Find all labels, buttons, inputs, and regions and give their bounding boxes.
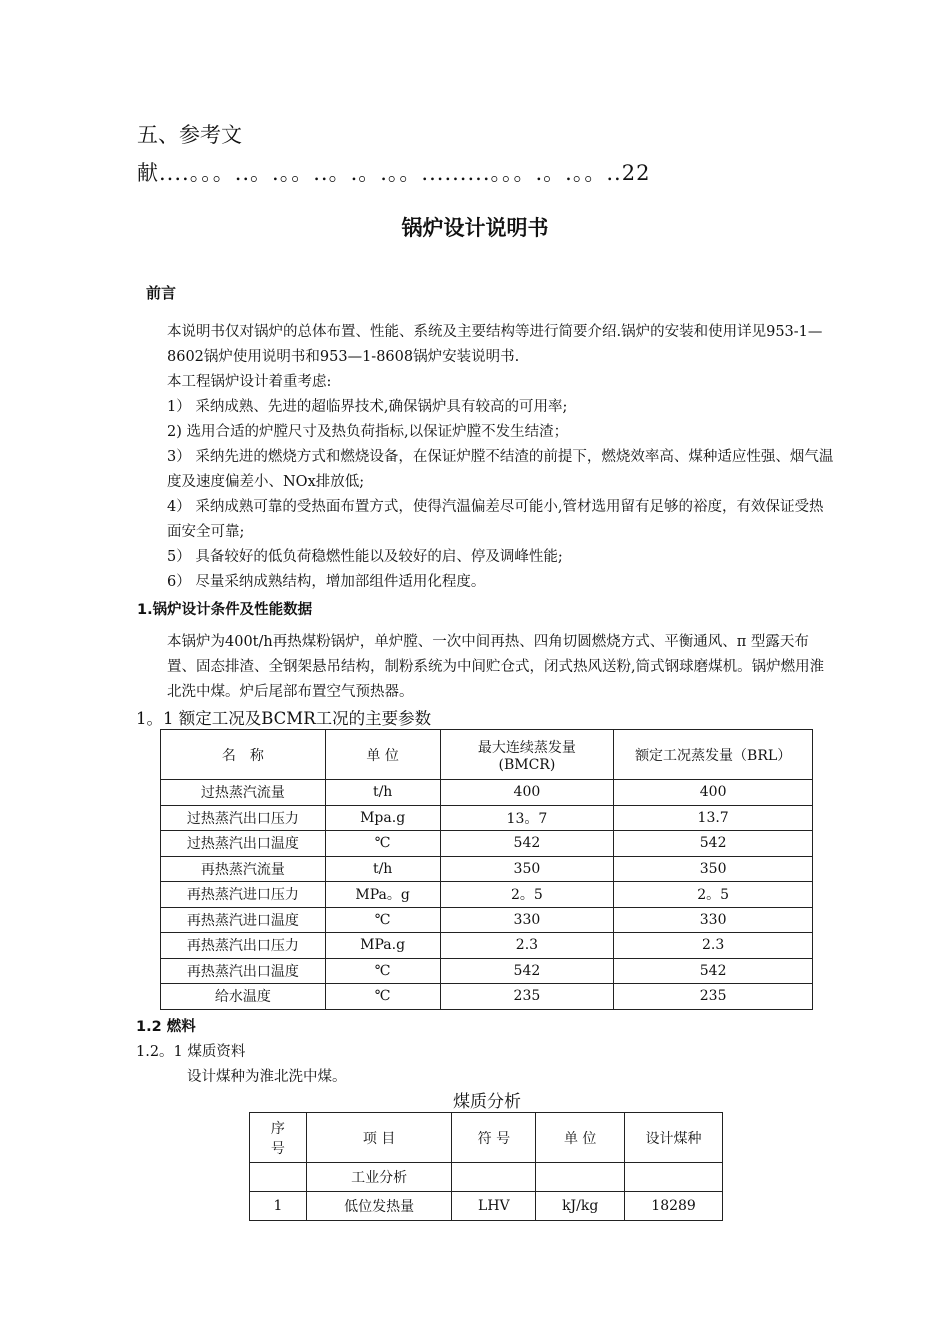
table-cell: 再热蒸汽流量	[161, 856, 326, 882]
table-2-header-cell: 项 目	[306, 1113, 452, 1163]
table-cell: 542	[614, 958, 813, 984]
table-cell: 过热蒸汽流量	[161, 780, 326, 806]
table-2-header-cell: 单 位	[536, 1113, 625, 1163]
table-1-header-cell: 单 位	[325, 730, 440, 780]
table-cell: 350	[440, 856, 614, 882]
preface-heading: 前言	[146, 284, 177, 302]
table-cell: 2.3	[614, 933, 813, 959]
table-2-header-cell: 序 号	[250, 1113, 307, 1163]
table-row	[161, 907, 813, 933]
table-cell	[250, 1163, 307, 1192]
table-cell: kJ/kg	[536, 1192, 625, 1221]
table-cell: 给水温度	[161, 984, 326, 1010]
table-cell: 13.7	[614, 805, 813, 831]
table-cell: Mpa.g	[325, 805, 440, 831]
table-row	[161, 856, 813, 882]
table-cell: 低位发热量	[306, 1192, 452, 1221]
table-cell: 13。7	[440, 805, 614, 831]
main-parameters-table	[160, 729, 813, 1010]
table-2-header-cell: 设计煤种	[625, 1113, 723, 1163]
table-1-caption: 1。1 额定工况及BCMR工况的主要参数	[136, 709, 432, 728]
table-cell: ℃	[325, 831, 440, 857]
table-cell: ℃	[325, 907, 440, 933]
table-cell: 18289	[625, 1192, 723, 1221]
preface-item-4: 4） 采纳成熟可靠的受热面布置方式，使得汽温偏差尽可能小,管材选用留有足够的裕度，有效保证受热面安全可靠;	[167, 499, 824, 540]
table-row	[161, 882, 813, 908]
table-2-caption: 煤质分析	[453, 1092, 521, 1112]
table-row	[250, 1163, 723, 1192]
table-cell: 542	[440, 958, 614, 984]
table-row	[161, 958, 813, 984]
section-1-paragraph: 本锅炉为400t/h再热煤粉锅炉，单炉膛、一次中间再热、四角切圆燃烧方式、平衡通风、π 型露天布置、固态排渣、全钢架悬吊结构，制粉系统为中间贮仓式，闭式热风送粉,筒式钢球磨煤机。锅炉燃用淮北洗中煤。炉后尾部布置空气预热器。	[167, 634, 825, 700]
table-cell: t/h	[325, 780, 440, 806]
table-cell: 235	[440, 984, 614, 1010]
table-cell: MPa.g	[325, 933, 440, 959]
table-cell: 542	[440, 831, 614, 857]
preface-item-2: 2) 选用合适的炉膛尺寸及热负荷指标,以保证炉膛不发生结渣；	[167, 424, 569, 440]
table-cell: MPa。g	[325, 882, 440, 908]
table-cell: 400	[440, 780, 614, 806]
table-row	[250, 1192, 723, 1221]
preface-paragraph-1: 本说明书仅对锅炉的总体布置、性能、系统及主要结构等进行简要介绍.锅炉的安装和使用详见953-1—8602锅炉使用说明书和953—1-8608锅炉安装说明书.	[167, 324, 823, 365]
table-cell	[536, 1163, 625, 1192]
table-cell: 工业分析	[306, 1163, 452, 1192]
table-cell: 330	[440, 907, 614, 933]
table-cell: ℃	[325, 958, 440, 984]
document-title: 锅炉设计说明书	[401, 216, 549, 240]
table-cell: 再热蒸汽出口温度	[161, 958, 326, 984]
table-row	[161, 831, 813, 857]
table-2-header-cell: 符 号	[452, 1113, 536, 1163]
table-cell: 542	[614, 831, 813, 857]
table-1-header-row	[161, 730, 813, 780]
table-row	[161, 780, 813, 806]
table-cell: 1	[250, 1192, 307, 1221]
table-row	[161, 933, 813, 959]
toc-entry-references-line1: 五、参考文	[137, 123, 242, 147]
section-1-2-1-subheading: 1.2。1 煤质资料	[136, 1044, 246, 1060]
table-cell: 再热蒸汽出口压力	[161, 933, 326, 959]
table-cell: 再热蒸汽进口温度	[161, 907, 326, 933]
table-cell: 235	[614, 984, 813, 1010]
table-row	[161, 984, 813, 1010]
table-cell: 400	[614, 780, 813, 806]
table-cell	[452, 1163, 536, 1192]
preface-item-3: 3） 采纳先进的燃烧方式和燃烧设备，在保证炉膛不结渣的前提下，燃烧效率高、煤种适应性强、烟气温度及速度偏差小、NOx排放低;	[167, 449, 834, 490]
section-1-2-heading: 1.2 燃料	[136, 1019, 196, 1035]
table-cell: 350	[614, 856, 813, 882]
table-cell: ℃	[325, 984, 440, 1010]
table-cell	[625, 1163, 723, 1192]
preface-paragraph-2: 本工程锅炉设计着重考虑:	[167, 374, 332, 390]
table-1-header-cell: 额定工况蒸发量（BRL）	[614, 730, 813, 780]
section-1-heading: 1.锅炉设计条件及性能数据	[137, 602, 313, 618]
table-cell: 过热蒸汽出口压力	[161, 805, 326, 831]
preface-item-5: 5） 具备较好的低负荷稳燃性能以及较好的启、停及调峰性能;	[167, 549, 563, 565]
table-2-header-row	[250, 1113, 723, 1163]
table-cell: 过热蒸汽出口温度	[161, 831, 326, 857]
coal-analysis-table	[249, 1112, 723, 1221]
table-1-header-cell: 最大连续蒸发量 (BMCR)	[440, 730, 614, 780]
coal-type-text: 设计煤种为淮北洗中煤。	[187, 1069, 347, 1085]
section-1-body	[137, 630, 837, 705]
table-cell: LHV	[452, 1192, 536, 1221]
preface-body	[137, 320, 837, 595]
table-1-header-cell: 名 称	[161, 730, 326, 780]
preface-item-6: 6） 尽量采纳成熟结构，增加部组件适用化程度。	[167, 574, 486, 590]
table-cell: 再热蒸汽进口压力	[161, 882, 326, 908]
table-row	[161, 805, 813, 831]
table-cell: 2。5	[440, 882, 614, 908]
table-cell: 2.3	[440, 933, 614, 959]
table-cell: 2。5	[614, 882, 813, 908]
table-cell: 330	[614, 907, 813, 933]
table-cell: t/h	[325, 856, 440, 882]
toc-entry-references-line2: 献....。。。..。.。。..。.。.。。.........。。。.。.。。..22	[137, 161, 651, 185]
preface-item-1: 1） 采纳成熟、先进的超临界技术,确保锅炉具有较高的可用率;	[167, 399, 568, 415]
